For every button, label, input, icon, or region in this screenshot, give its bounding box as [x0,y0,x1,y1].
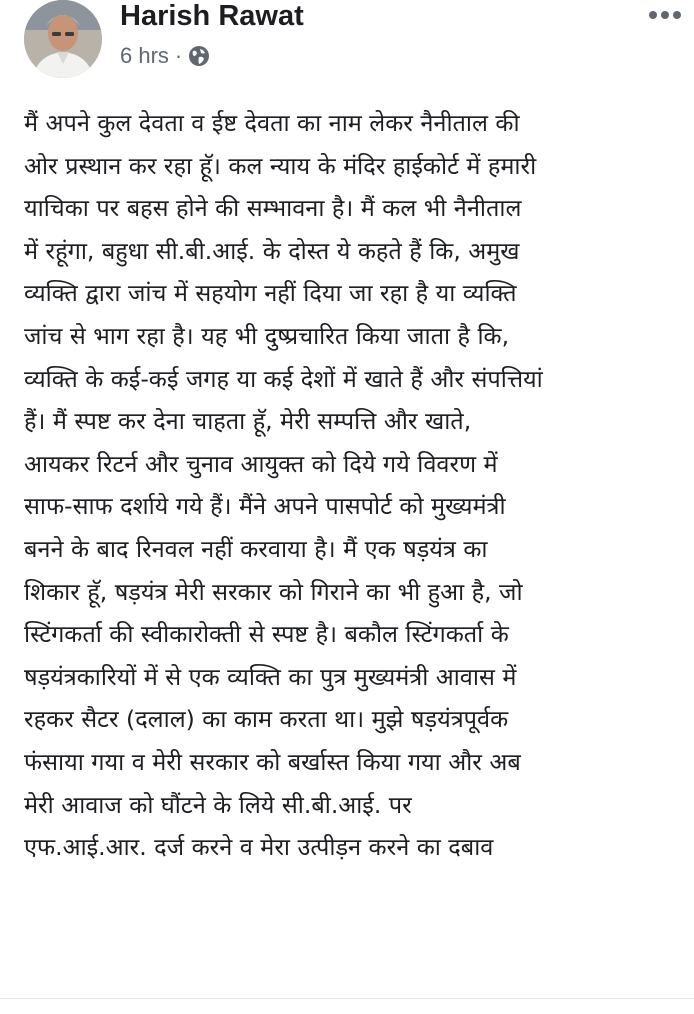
globe-icon [188,45,210,67]
post-timestamp[interactable]: 6 hrs [120,43,169,68]
post-body [24,102,692,869]
post-meta [120,42,210,70]
post-text-line: व्यक्ति द्वारा जांच में सहयोग नहीं दिया जा रहा है या व्यक्ति [24,279,517,308]
meta-separator: · [174,43,183,68]
post-text-line: में रहूंगा, बहुधा सी.बी.आई. के दोस्त ये कहते हैं कि, अमुख [24,236,520,265]
post-text-line: रहकर सैटर (दलाल) का काम करता था। मुझे षड़यंत्रपूर्वक [24,705,509,734]
post-text-line: मेरी आवाज को घौंटने के लिये सी.बी.आई. पर [24,790,412,819]
post-text-line: ओर प्रस्थान कर रहा हूॅ। कल न्याय के मंदिर हाईकोर्ट में हमारी [24,151,537,180]
author-name[interactable]: Harish Rawat [120,0,304,32]
post-text-line: मैं अपने कुल देवता व ईष्ट देवता का नाम लेकर नैनीताल की [24,109,520,137]
post-text-line: व्यक्ति के कई-कई जगह या कई देशों में खाते हैं और संपत्तियां [24,364,543,393]
post-text-line: फंसाया गया व मेरी सरकार को बर्खास्त किया गया और अब [24,747,521,776]
post-divider [0,998,694,999]
post-text-line: षड़यंत्रकारियों में से एक व्यक्ति का पुत्र मुख्यमंत्री आवास में [24,662,517,691]
post-text-line: बनने के बाद रिनवल नहीं करवाया है। मैं एक षड़यंत्र का [24,534,488,563]
post-text-line: शिकार हूॅ, षड़यंत्र मेरी सरकार को गिराने का भी हुआ है, जो [24,577,523,606]
post-text-line: स्टिंगकर्ता की स्वीकारोक्ती से स्पष्ट है। बकौल स्टिंगकर्ता के [24,620,509,649]
post-text-line: साफ-साफ दर्शाये गये हैं। मैंने अपने पासपोर्ट को मुख्यमंत्री [24,492,506,521]
profile-photo [24,0,102,78]
avatar[interactable] [24,0,102,78]
post-text-line: एफ.आई.आर. दर्ज करने व मेरा उत्पीड़न करने का दबाव [24,833,494,862]
post-text-line: जांच से भाग रहा है। यह भी दुष्प्रचारित किया जाता है कि, [24,321,510,350]
post-text-line: आयकर रिटर्न और चुनाव आयुक्त को दिये गये विवरण में [24,449,498,478]
post-text-line: याचिका पर बहस होने की सम्भावना है। मैं कल भी नैनीताल [24,194,522,223]
post-text-line: हैं। मैं स्पष्ट कर देना चाहता हूॅ, मेरी सम्पत्ति और खाते, [24,407,472,436]
more-horizontal-icon[interactable] [648,6,682,18]
post-header [0,0,694,80]
